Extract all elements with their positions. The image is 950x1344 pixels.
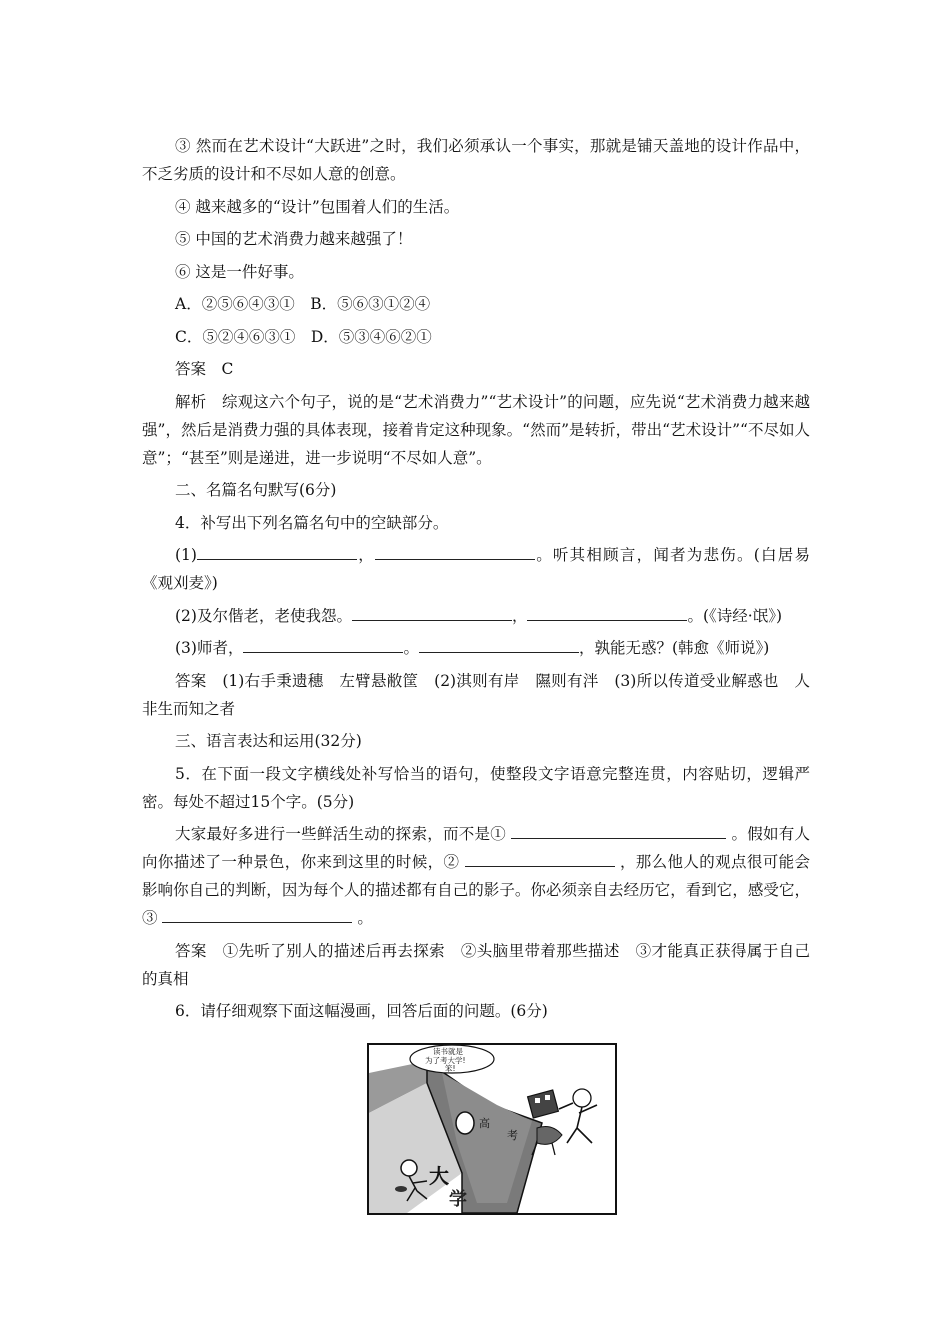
question-4-1 <box>142 541 810 597</box>
q5-part-a: 大家最好多进行一些鲜活生动的探索，而不是① <box>175 825 507 843</box>
options-ab: A．②⑤⑥④③① B．⑤⑥③①②④ <box>175 295 431 313</box>
wall-left-text: 高 <box>479 1117 490 1130</box>
blank-5-3[interactable] <box>162 908 352 923</box>
answer-3: 答案 C <box>175 360 234 378</box>
q4-1-prefix: (1) <box>175 546 197 564</box>
gate-text-b: 学 <box>449 1189 467 1210</box>
question-4: 4．补写出下列名篇名句中的空缺部分。 <box>175 513 449 532</box>
answer-4: 答案 (1)右手秉遗穗 左臂悬敝筐 (2)淇则有岸 隰则有泮 (3)所以传道受业解惑也 人非生而知之者 <box>142 671 810 718</box>
question-5: 5．在下面一段文字横线处补写恰当的语句，使整段文字语意完整连贯，内容贴切，逻辑严密。每处不超过15个字。(5分) <box>142 764 810 811</box>
blank-4-1a[interactable] <box>197 545 357 560</box>
options-cd: C．⑤②④⑥③① D．⑤③④⑥②① <box>175 327 432 346</box>
question-5-passage <box>142 820 810 932</box>
sentence-3: ③ 然而在艺术设计“大跃进”之时，我们必须承认一个事实，那就是铺天盖地的设计作品中，不乏劣质的设计和不尽如人意的创意。 <box>142 137 810 183</box>
document-body <box>142 132 810 1030</box>
question-6: 6．请仔细观察下面这幅漫画，回答后面的问题。(6分) <box>175 1002 548 1020</box>
sentence-6: ⑥ 这是一件好事。 <box>175 262 304 281</box>
sentence-4: ④ 越来越多的“设计”包围着人们的生活。 <box>175 197 460 216</box>
q4-2-prefix: (2)及尔偕老，老使我怨。 <box>175 606 352 625</box>
q5-part-d: 。 <box>357 909 373 927</box>
cartoon-drawing <box>367 1043 617 1215</box>
blank-4-2b[interactable] <box>527 606 687 621</box>
question-4-3 <box>142 634 810 662</box>
section-2-heading: 二、名篇名句默写(6分) <box>175 481 337 499</box>
sentence-5: ⑤ 中国的艺术消费力越来越强了！ <box>175 230 413 248</box>
q4-2-suffix: 。(《诗经·氓》) <box>687 606 783 625</box>
bubble-line-2: 为了考大学! <box>425 1056 466 1065</box>
q4-3-prefix: (3)师者， <box>175 639 244 657</box>
answer-5: 答案 ①先听了别人的描述后再去探索 ②头脑里带着那些描述 ③才能真正获得属于自己的真相 <box>142 941 810 988</box>
question-4-2 <box>142 602 810 630</box>
blank-4-3b[interactable] <box>419 638 579 653</box>
q4-1-suffix: 。听其相顾言，闻者为悲伤。(白居易《观刈麦》) <box>142 546 810 592</box>
section-3-heading: 三、语言表达和运用(32分) <box>175 732 362 750</box>
gate-text-a: 大 <box>429 1164 449 1188</box>
blank-5-2[interactable] <box>465 852 615 867</box>
blank-4-1b[interactable] <box>375 545 535 560</box>
bubble-line-3: 笨! <box>445 1064 456 1073</box>
q5-part-b: 。假如有人向你描述了一种景色，你来到这里的时候，② <box>142 825 810 871</box>
blank-4-2a[interactable] <box>352 606 512 621</box>
q4-3-suffix: ，孰能无惑？(韩愈《师说》) <box>578 639 770 657</box>
analysis-3: 解析 综观这六个句子，说的是“艺术消费力”“艺术设计”的问题，应先说“艺术消费力越来越强”，然后是消费力强的具体表现，接着肯定这种现象。“然而”是转折，带出“艺术设计”“不尽如人意”；“甚至”则是递进，进一步说明“不尽如人意”。 <box>142 392 810 467</box>
blank-4-3a[interactable] <box>243 638 403 653</box>
blank-5-1[interactable] <box>511 824 726 839</box>
q4-2-comma: ， <box>511 606 528 625</box>
cartoon-image <box>367 1043 617 1215</box>
q4-1-comma: ， <box>356 546 375 564</box>
q5-part-c: ，那么他人的观点很可能会影响你自己的判断，因为每个人的描述都有自己的影子。你必须亲自去经历它，看到它，感受它，③ <box>142 853 810 927</box>
bubble-line-1: 读书就是 <box>433 1047 463 1056</box>
q4-3-period: 。 <box>403 639 419 657</box>
wall-right-text: 考 <box>507 1129 518 1142</box>
